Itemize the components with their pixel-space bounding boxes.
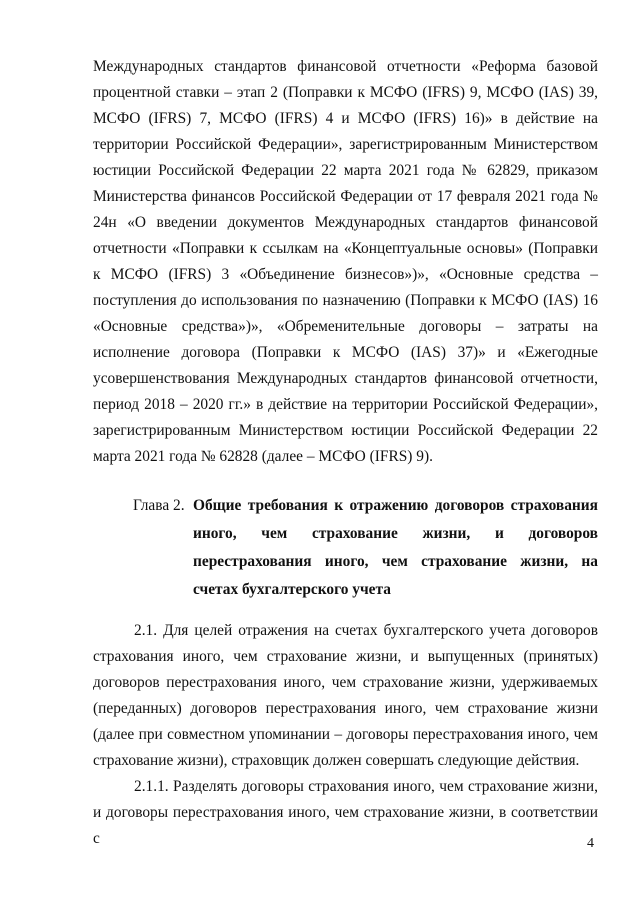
paragraph-2-1: 2.1. Для целей отражения на счетах бухгалтерского учета договоров страхования иного, чем страхование жизни, и выпущенных (принятых) договоров перестрахования иного, чем страхование жизни, удерживаемых (переданных) договоров перестрахования иного, чем страхование жизни (далее при совместном упоминании – договоры перестрахования иного, чем страхование жизни), страховщик должен совершать следующие действия.	[93, 622, 598, 769]
intro-paragraph: Международных стандартов финансовой отчетности «Реформа базовой процентной ставки – этап 2 (Поправки к МСФО (IFRS) 9, МСФО (IAS) 39, МСФО (IFRS) 7, МСФО (IFRS) 4 и МСФО (IFRS) 16)» в действие на территории Российской Федерации», зарегистрированным Министерством юстиции Российской Федерации 22 марта 2021 года № 62829, приказом Министерства финансов Российской Федерации от 17 февраля 2021 года № 24н «О введении документов Международных стандартов финансовой отчетности «Поправки к ссылкам на «Концептуальные основы» (Поправки к МСФО (IFRS) 3 «Объединение бизнесов»)», «Основные средства – поступления до использования по назначению (Поправки к МСФО (IAS) 16 «Основные средства»)», «Обременительные договоры – затраты на исполнение договора (Поправки к МСФО (IAS) 37)» и «Ежегодные усовершенствования Международных стандартов финансовой отчетности, период 2018 – 2020 гг.» в действие на территории Российской Федерации», зарегистрированным Министерством юстиции Российской Федерации 22 марта 2021 года № 62828 (далее – МСФО (IFRS) 9).	[93, 58, 598, 465]
chapter-heading	[133, 492, 598, 604]
paragraph-2-1-1: 2.1.1. Разделять договоры страхования иного, чем страхование жизни, и договоры перестрахования иного, чем страхование жизни, в соответствии с	[93, 778, 598, 847]
chapter-number: Глава 2.	[133, 497, 185, 514]
page-number: 4	[587, 836, 594, 851]
chapter-title: Общие требования к отражению договоров страхования иного, чем страхование жизни, и договоров перестрахования иного, чем страхование жизни, на счетах бухгалтерского учета	[193, 497, 598, 598]
